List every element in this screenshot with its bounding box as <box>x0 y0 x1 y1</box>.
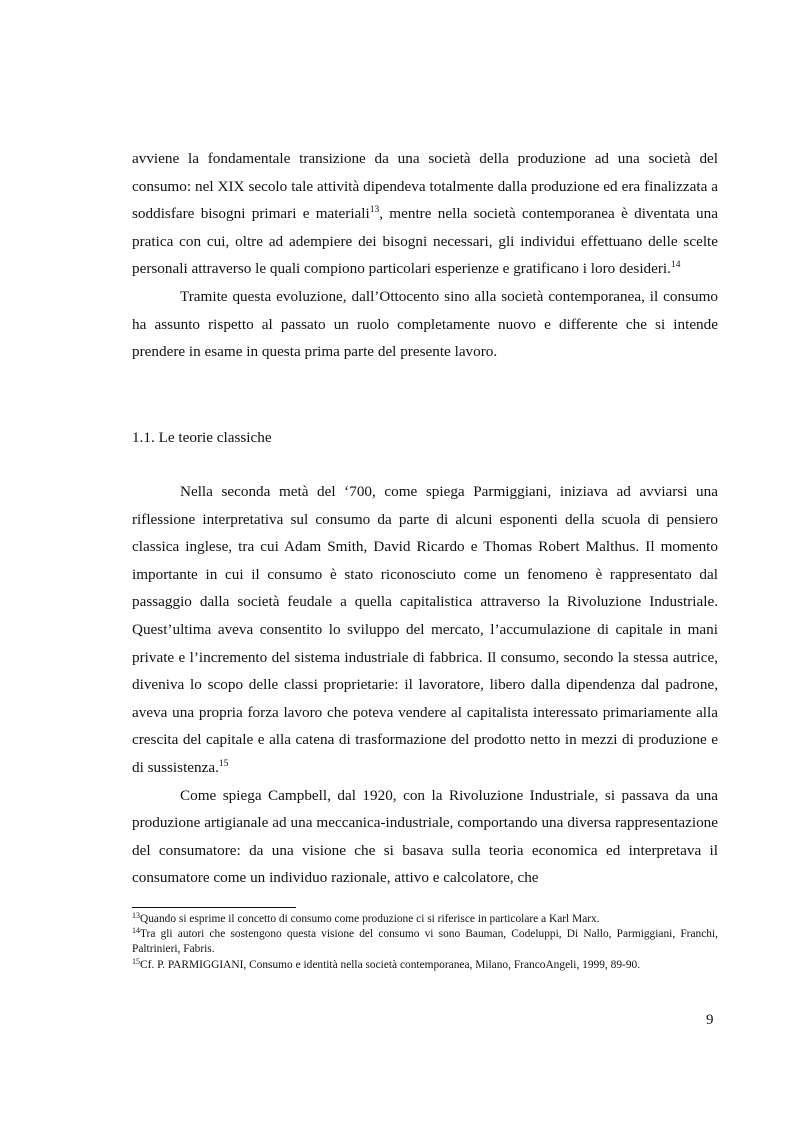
page-number: 9 <box>706 1012 714 1028</box>
footnote-14 <box>132 927 718 957</box>
footnote-15 <box>132 958 718 973</box>
footnotes <box>132 912 718 973</box>
footnote-text: Tra gli autori che sostengono questa visione del consumo vi sono Bauman, Codeluppi, Di Nallo, Parmiggiani, Franchi, Paltrinieri, Fabris. <box>132 928 718 956</box>
intro-text <box>132 145 718 366</box>
footnote-ref-14[interactable]: 14 <box>670 260 681 271</box>
intro-paragraph-2: Tramite questa evoluzione, dall’Ottocento sino alla società contemporanea, il consumo ha assunto rispetto al passato un ruolo completamente nuovo e differente che si intende prendere in esame in questa prima parte del presente lavoro. <box>132 287 718 361</box>
intro-paragraph-1 <box>132 145 718 283</box>
footnote-text: Cf. P. PARMIGGIANI, Consumo e identità nella società contemporanea, Milano, FrancoAngeli, 1999, 89-90. <box>140 958 641 971</box>
section-heading-block <box>132 424 718 452</box>
section-paragraph-1-text: Nella seconda metà del ‘700, come spiega Parmiggiani, iniziava ad avviarsi una riflessione interpretativa sul consumo da parte di alcuni esponenti della scuola di pensiero classica inglese, tra cui Adam Smith, David Ricardo e Thomas Robert Malthus. Il momento importante in cui il consumo è stato riconosciuto come un fenomeno è rappresentato dal passaggio dalla società feudale a quella capitalistica attraverso la Rivoluzione Industriale. Quest’ultima aveva consentito lo sviluppo del mercato, l’accumulazione di capitale in mani private e l’incremento del sistema industriale di fabbrica. Il consumo, secondo la stessa autrice, diveniva lo scopo delle classi proprietarie: il lavoratore, libero dalla dipendenza dal padrone, aveva una propria forza lavoro che poteva vendere al capitalista interessato primariamente alla crescita del capitale e alla catena di trasformazione del prodotto netto in mezzi di produzione e di sussistenza. <box>132 483 718 776</box>
intro-paragraph-1-text-a: avviene la fondamentale transizione da una società della produzione ad una società del consumo: nel XIX secolo tale attività dipendeva totalmente dalla produzione ed era finalizzata a soddisfare bisogni primari e materiali <box>132 150 718 223</box>
footnote-number: 14 <box>132 926 140 936</box>
section-paragraph-1 <box>132 478 718 782</box>
intro-paragraph-1-text-b: , mentre nella società contemporanea è diventata una pratica con cui, oltre ad adempiere dei bisogni necessari, gli individui effettuano delle scelte personali attraverso le quali compiono particolari esperienze e gratificano i loro desideri. <box>132 205 718 278</box>
footnote-ref-13[interactable]: 13 <box>369 205 380 216</box>
section-paragraph-2: Come spiega Campbell, dal 1920, con la Rivoluzione Industriale, si passava da una produzione artigianale ad una meccanica-industriale, comportando una diversa rappresentazione del consumatore: da una visione che si basava sulla teoria economica ed interpretava il consumatore come un individuo razionale, attivo e calcolatore, che <box>132 786 718 887</box>
footnote-ref-15[interactable]: 15 <box>218 758 229 769</box>
footnote-divider <box>132 907 296 908</box>
footnote-text: Quando si esprime il concetto di consumo come produzione ci si riferisce in particolare a Karl Marx. <box>140 913 600 925</box>
footnote-13 <box>132 912 718 927</box>
section-heading: 1.1. Le teorie classiche <box>132 429 272 446</box>
footnote-number: 13 <box>132 911 140 920</box>
footnote-number: 15 <box>132 956 140 966</box>
section-text <box>132 478 718 892</box>
